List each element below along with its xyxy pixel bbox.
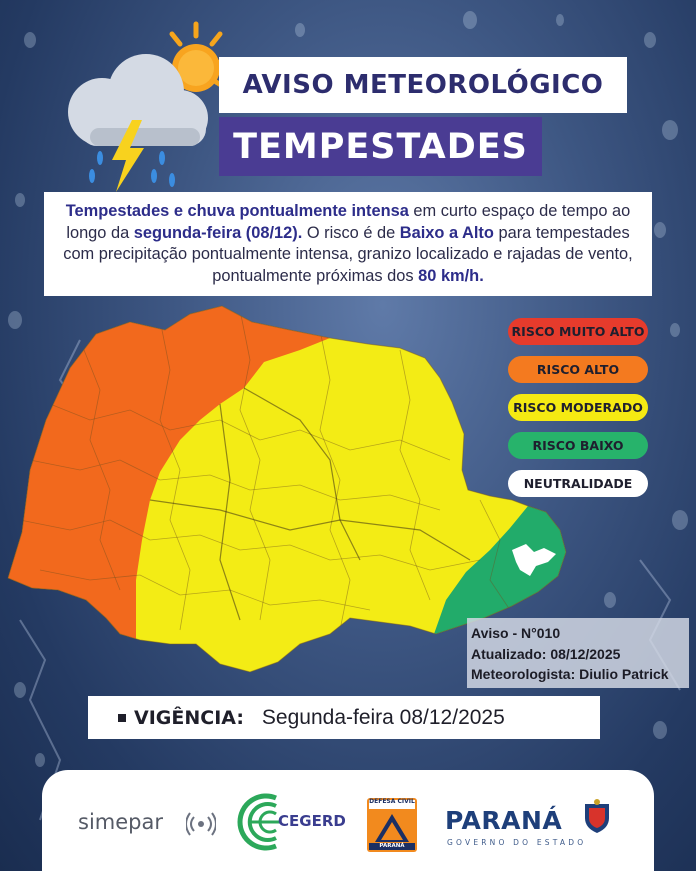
legend-risco-moderado: RISCO MODERADO <box>508 394 648 421</box>
desc-bold-7: 80 km/h. <box>418 266 484 285</box>
legend-risco-muito-alto: RISCO MUITO ALTO <box>508 318 648 345</box>
desc-text-4: O risco é de <box>302 223 400 242</box>
storm-cloud-sun-icon <box>40 20 240 210</box>
desc-text-2: em curto espaço de tempo ao longo da <box>66 202 631 242</box>
bullet-icon <box>118 714 126 722</box>
defesa-civil-bottom-text: PARANÁ <box>379 843 405 849</box>
vigencia-label: VIGÊNCIA: <box>134 706 244 729</box>
cegerd-logo-text: CEGERD <box>278 812 346 830</box>
parana-gov-text: GOVERNO DO ESTADO <box>447 838 587 847</box>
bulletin-info <box>467 618 689 688</box>
desc-bold-1: Tempestades e chuva pontualmente intensa <box>65 202 409 220</box>
simepar-waves-icon <box>186 810 216 838</box>
vigencia-value: Segunda-feira 08/12/2025 <box>261 705 505 729</box>
updated-date: Atualizado: 08/12/2025 <box>471 645 621 662</box>
desc-bold-5: Baixo a Alto <box>399 223 494 242</box>
risk-legend <box>508 318 648 508</box>
legend-risco-baixo: RISCO BAIXO <box>508 432 648 459</box>
alert-description <box>44 192 652 296</box>
parana-crest-icon <box>582 798 612 834</box>
parana-logo: PARANÁ <box>445 806 563 835</box>
alert-title: AVISO METEOROLÓGICO <box>219 57 627 113</box>
legend-neutralidade: NEUTRALIDADE <box>508 470 648 497</box>
footer-logos <box>42 770 654 871</box>
meteorologist: Meteorologista: Diulio Patrick <box>471 666 669 682</box>
aviso-number: Aviso - N°010 <box>471 625 561 641</box>
vigencia-box <box>88 696 600 739</box>
desc-bold-3: segunda-feira (08/12). <box>133 223 303 242</box>
legend-risco-alto: RISCO ALTO <box>508 356 648 383</box>
defesa-civil-top-text: DEFESA CIVIL <box>369 798 415 805</box>
alert-subtitle: TEMPESTADES <box>219 117 542 176</box>
desc-text-6: para tempestades com precipitação pontualmente intensa, granizo localizado e rajadas de vento, pontualmente próximas dos <box>63 223 633 285</box>
simepar-logo: simepar <box>78 810 163 834</box>
